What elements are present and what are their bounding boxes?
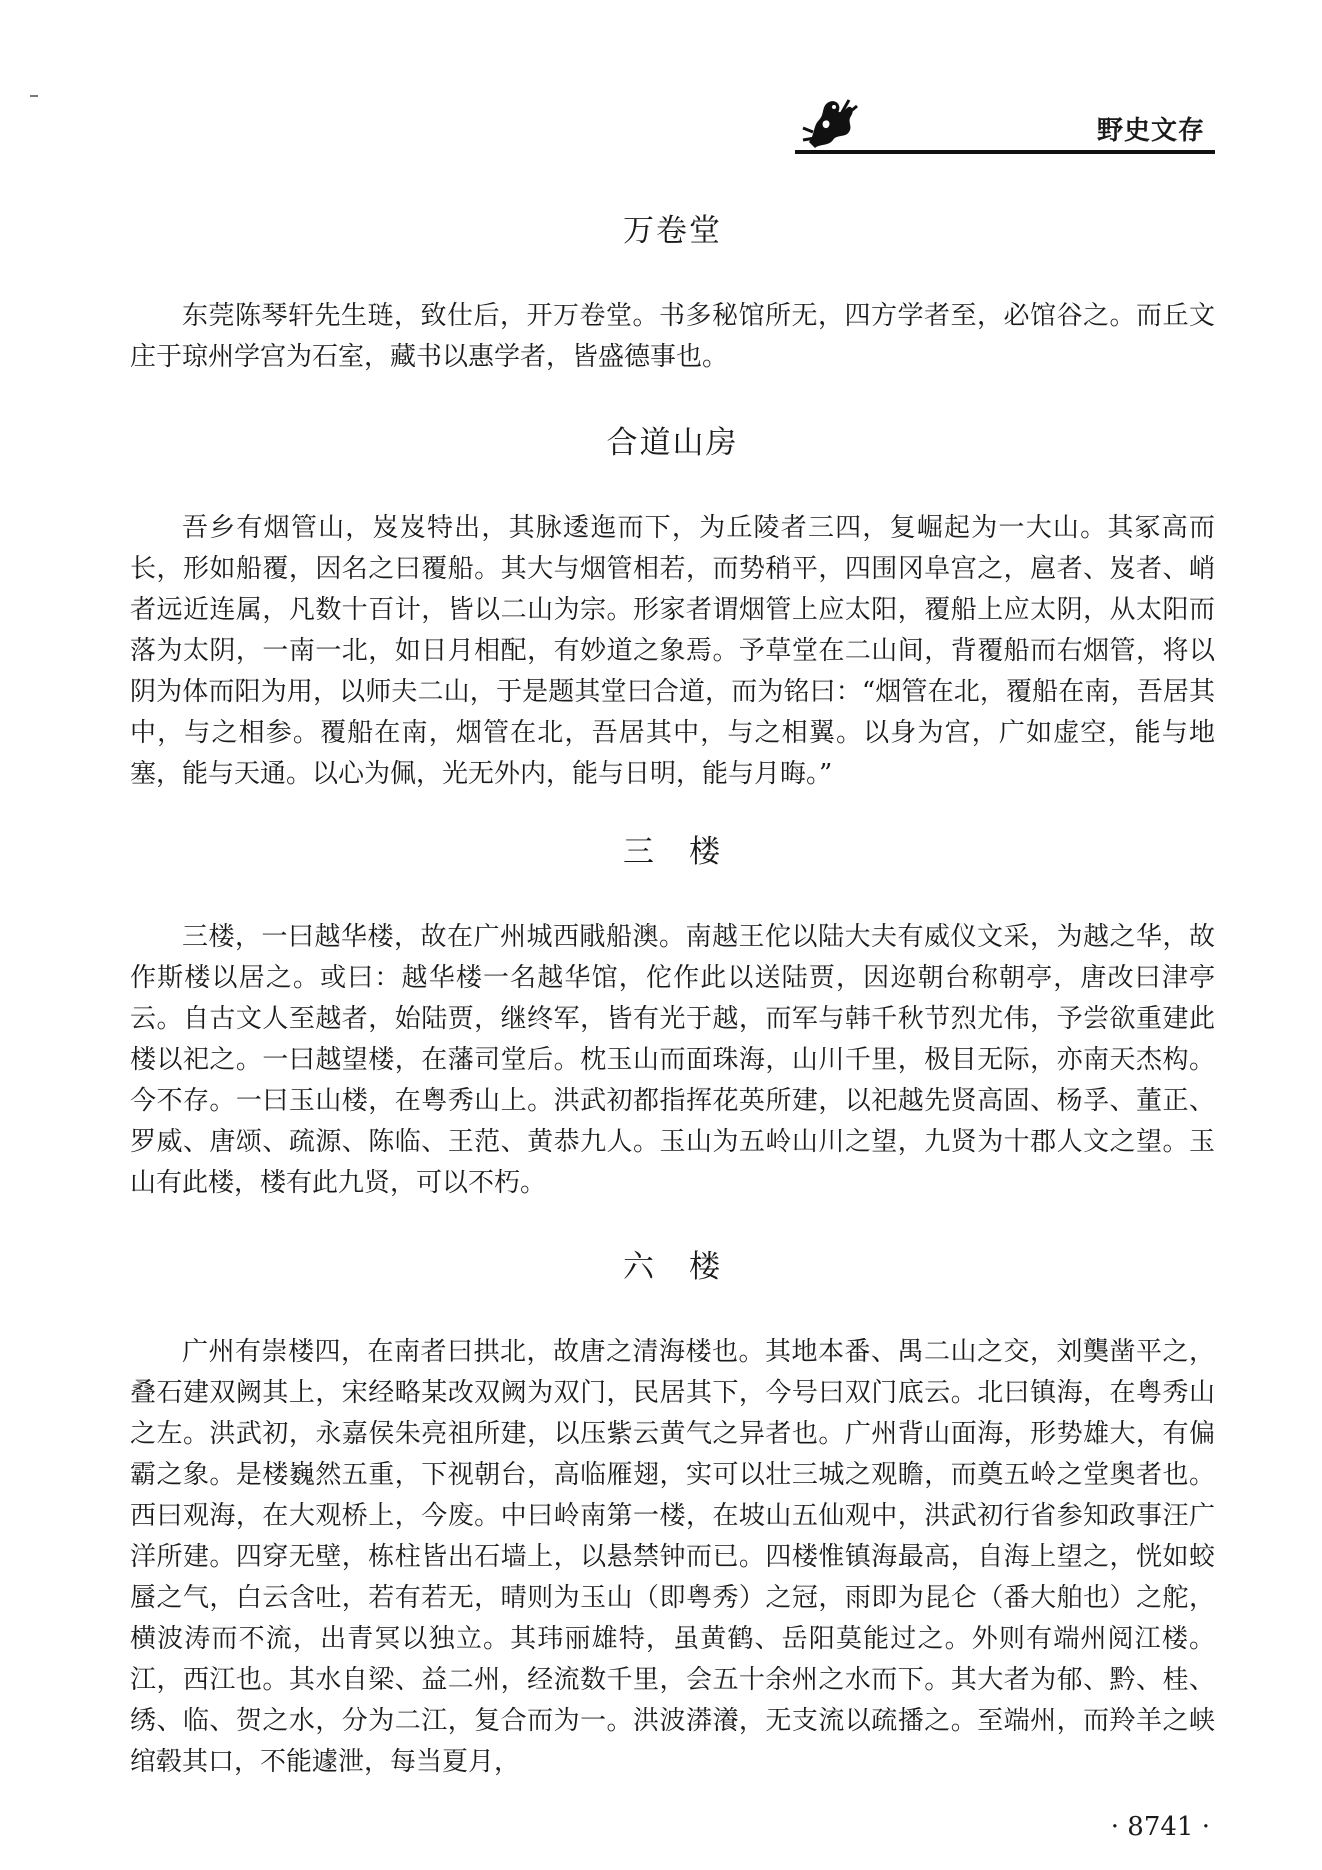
section-body-wanjuantang: 东莞陈琴轩先生琏，致仕后，开万卷堂。书多秘馆所无，四方学者至，必馆谷之。而丘文庄于琼州学宫为石室，藏书以惠学者，皆盛德事也。: [130, 301, 1215, 372]
section-body-hedaoshanfang: 吾乡有烟管山，岌岌特出，其脉逶迤而下，为丘陵者三四，复崛起为一大山。其冢高而长，形如船覆，因名之曰覆船。其大与烟管相若，而势稍平，四围冈阜宫之，扈者、岌者、峭者远近连属，凡数十百计，皆以二山为宗。形家者谓烟管上应太阳，覆船上应太阴，从太阳而落为太阴，一南一北，如日月相配，有妙道之象焉。予草堂在二山间，背覆船而右烟管，将以阴为体而阳为用，以师夫二山，于是题其堂曰合道，而为铭曰：“烟管在北，覆船在南，吾居其中，与之相参。覆船在南，烟管在北，吾居其中，与之相翼。以身为宫，广如虚空，能与地塞，能与天通。以心为佩，光无外内，能与日明，能与月晦。”: [130, 513, 1215, 789]
page-header: [795, 92, 1215, 162]
section-title-wanjuantang: 万卷堂: [623, 213, 722, 249]
dragon-emblem-icon: [801, 92, 861, 150]
page-number: · 8741 ·: [1110, 1812, 1210, 1842]
scan-mark: [30, 95, 38, 97]
section-body-liulou: 广州有崇楼四，在南者曰拱北，故唐之清海楼也。其地本番、禺二山之交，刘龑凿平之，叠石建双阙其上，宋经略某改双阙为双门，民居其下，今号曰双门底云。北曰镇海，在粤秀山之左。洪武初，永嘉侯朱亮祖所建，以压紫云黄气之异者也。广州背山面海，形势雄大，有偏霸之象。是楼巍然五重，下视朝台，高临雁翅，实可以壮三城之观瞻，而奠五岭之堂奥者也。西曰观海，在大观桥上，今废。中曰岭南第一楼，在坡山五仙观中，洪武初行省参知政事汪广洋所建。四穿无壁，栋柱皆出石墙上，以悬禁钟而已。四楼惟镇海最高，自海上望之，恍如蛟蜃之气，白云含吐，若有若无，晴则为玉山（即粤秀）之冠，雨即为昆仑（番大舶也）之舵，横波涛而不流，出青冥以独立。其玮丽雄特，虽黄鹤、岳阳莫能过之。外则有端州阅江楼。江，西江也。其水自梁、益二州，经流数千里，会五十余州之水而下。其大者为郁、黔、桂、绣、临、贺之水，分为二江，复合而为一。洪波漭瀁，无支流以疏播之。至端州，而羚羊之峡绾毂其口，不能遽泄，每当夏月，: [130, 1337, 1215, 1777]
section-title-sanlou: 三 楼: [623, 834, 722, 870]
section-body-sanlou: 三楼，一曰越华楼，故在广州城西戙船澳。南越王佗以陆大夫有威仪文采，为越之华，故作斯楼以居之。或曰：越华楼一名越华馆，佗作此以送陆贾，因迩朝台称朝亭，唐改曰津亭云。自古文人至越者，始陆贾，继终军，皆有光于越，而军与韩千秋节烈尤伟，予尝欲重建此楼以祀之。一曰越望楼，在藩司堂后。枕玉山而面珠海，山川千里，极目无际，亦南天杰构。今不存。一曰玉山楼，在粤秀山上。洪武初都指挥花英所建，以祀越先贤高固、杨孚、董正、罗威、唐颂、疏源、陈临、王范、黄恭九人。玉山为五岭山川之望，九贤为十郡人文之望。玉山有此楼，楼有此九贤，可以不朽。: [130, 922, 1215, 1198]
section-title-liulou: 六 楼: [623, 1249, 722, 1285]
header-title: 野史文存: [1096, 116, 1205, 146]
header-rule: [795, 150, 1215, 154]
page-content: [130, 200, 1215, 1783]
section-title-hedaoshanfang: 合道山房: [606, 425, 739, 461]
